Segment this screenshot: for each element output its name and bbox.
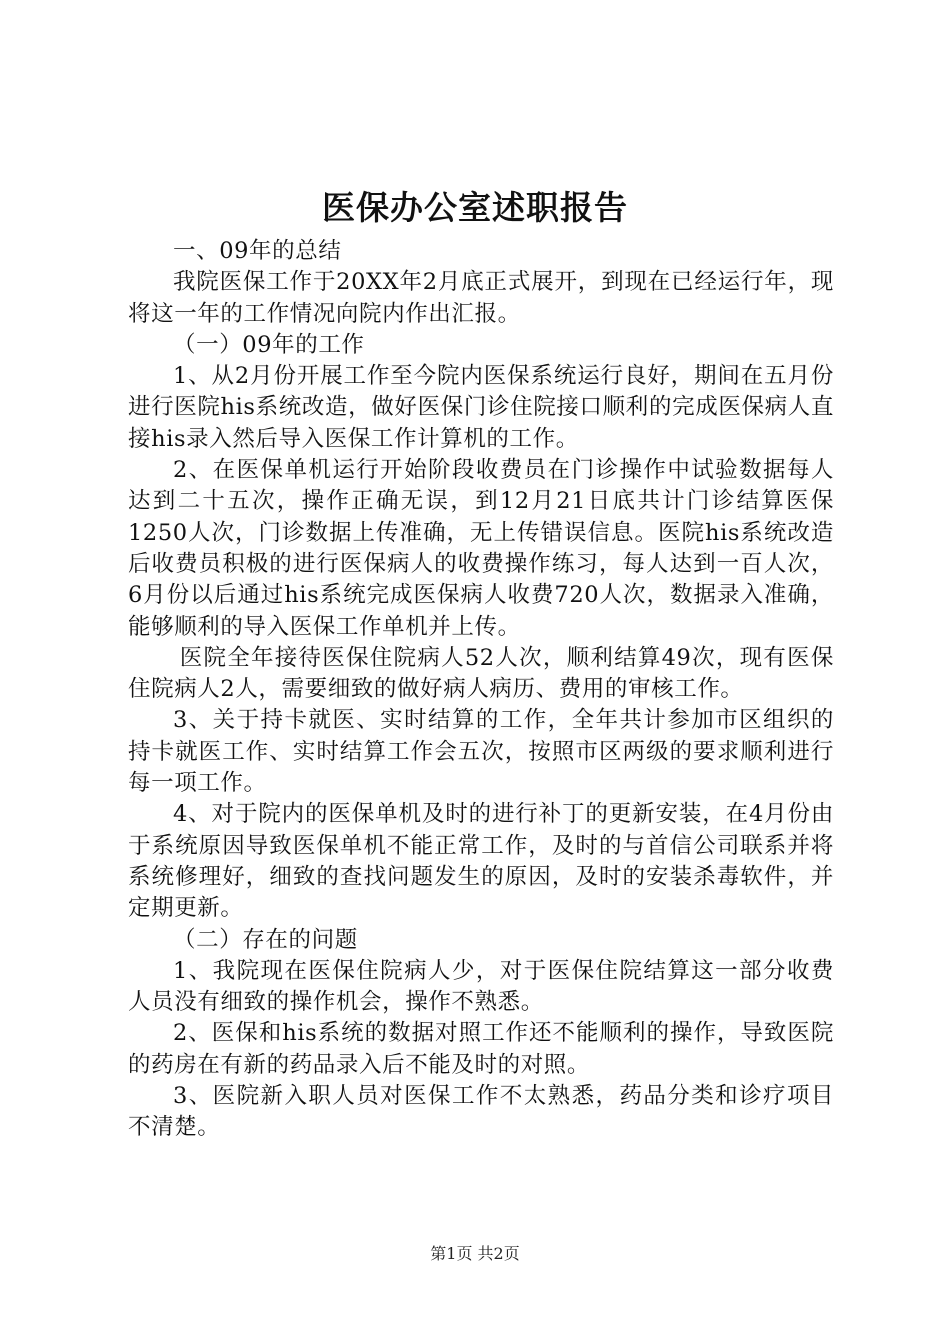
paragraph: 3、关于持卡就医、实时结算的工作，全年共计参加市区组织的持卡就医工作、实时结算工作会五次，按照市区两级的要求顺利进行每一项工作。 [128, 707, 834, 797]
paragraph: 医院全年接待医保住院病人52人次，顺利结算49次，现有医保住院病人2人，需要细致的做好病人病历、费用的审核工作。 [128, 644, 834, 703]
paragraph: 2、在医保单机运行开始阶段收费员在门诊操作中试验数据每人达到二十五次，操作正确无误，到12月21日底共计门诊结算医保1250人次，门诊数据上传准确，无上传错误信息。医院his系统改造后收费员积极的进行医保病人的收费操作练习，每人达到一百人次，6月份以后通过his系统完成医保病人收费720人次，数据录入准确，能够顺利的导入医保工作单机并上传。 [128, 457, 834, 640]
paragraph: 2、医保和his系统的数据对照工作还不能顺利的操作，导致医院的药房在有新的药品录入后不能及时的对照。 [128, 1020, 834, 1078]
section-heading: 一、09年的总结 [173, 238, 342, 264]
page-footer: 第1页 共2页 [430, 1244, 520, 1263]
paragraph: 3、医院新入职人员对医保工作不太熟悉，药品分类和诊疗项目不清楚。 [128, 1083, 834, 1141]
subsection-heading: （一）09年的工作 [173, 331, 365, 358]
paragraph: 1、从2月份开展工作至今院内医保系统运行良好，期间在五月份进行医院his系统改造，做好医保门诊住院接口顺利的完成医保病人直接his录入然后导入医保工作计算机的工作。 [128, 363, 834, 452]
paragraph: 4、对于院内的医保单机及时的进行补丁的更新安装，在4月份由于系统原因导致医保单机不能正常工作，及时的与首信公司联系并将系统修理好，细致的查找问题发生的原因，及时的安装杀毒软件，并定期更新。 [128, 801, 834, 922]
subsection-heading: （二）存在的问题 [173, 926, 358, 953]
page-title: 医保办公室述职报告 [322, 188, 628, 227]
paragraph: 我院医保工作于20XX年2月底正式展开，到现在已经运行年，现将这一年的工作情况向院内作出汇报。 [128, 269, 834, 327]
document-body [128, 236, 834, 1144]
paragraph: 1、我院现在医保住院病人少，对于医保住院结算这一部分收费人员没有细致的操作机会，操作不熟悉。 [128, 957, 834, 1016]
